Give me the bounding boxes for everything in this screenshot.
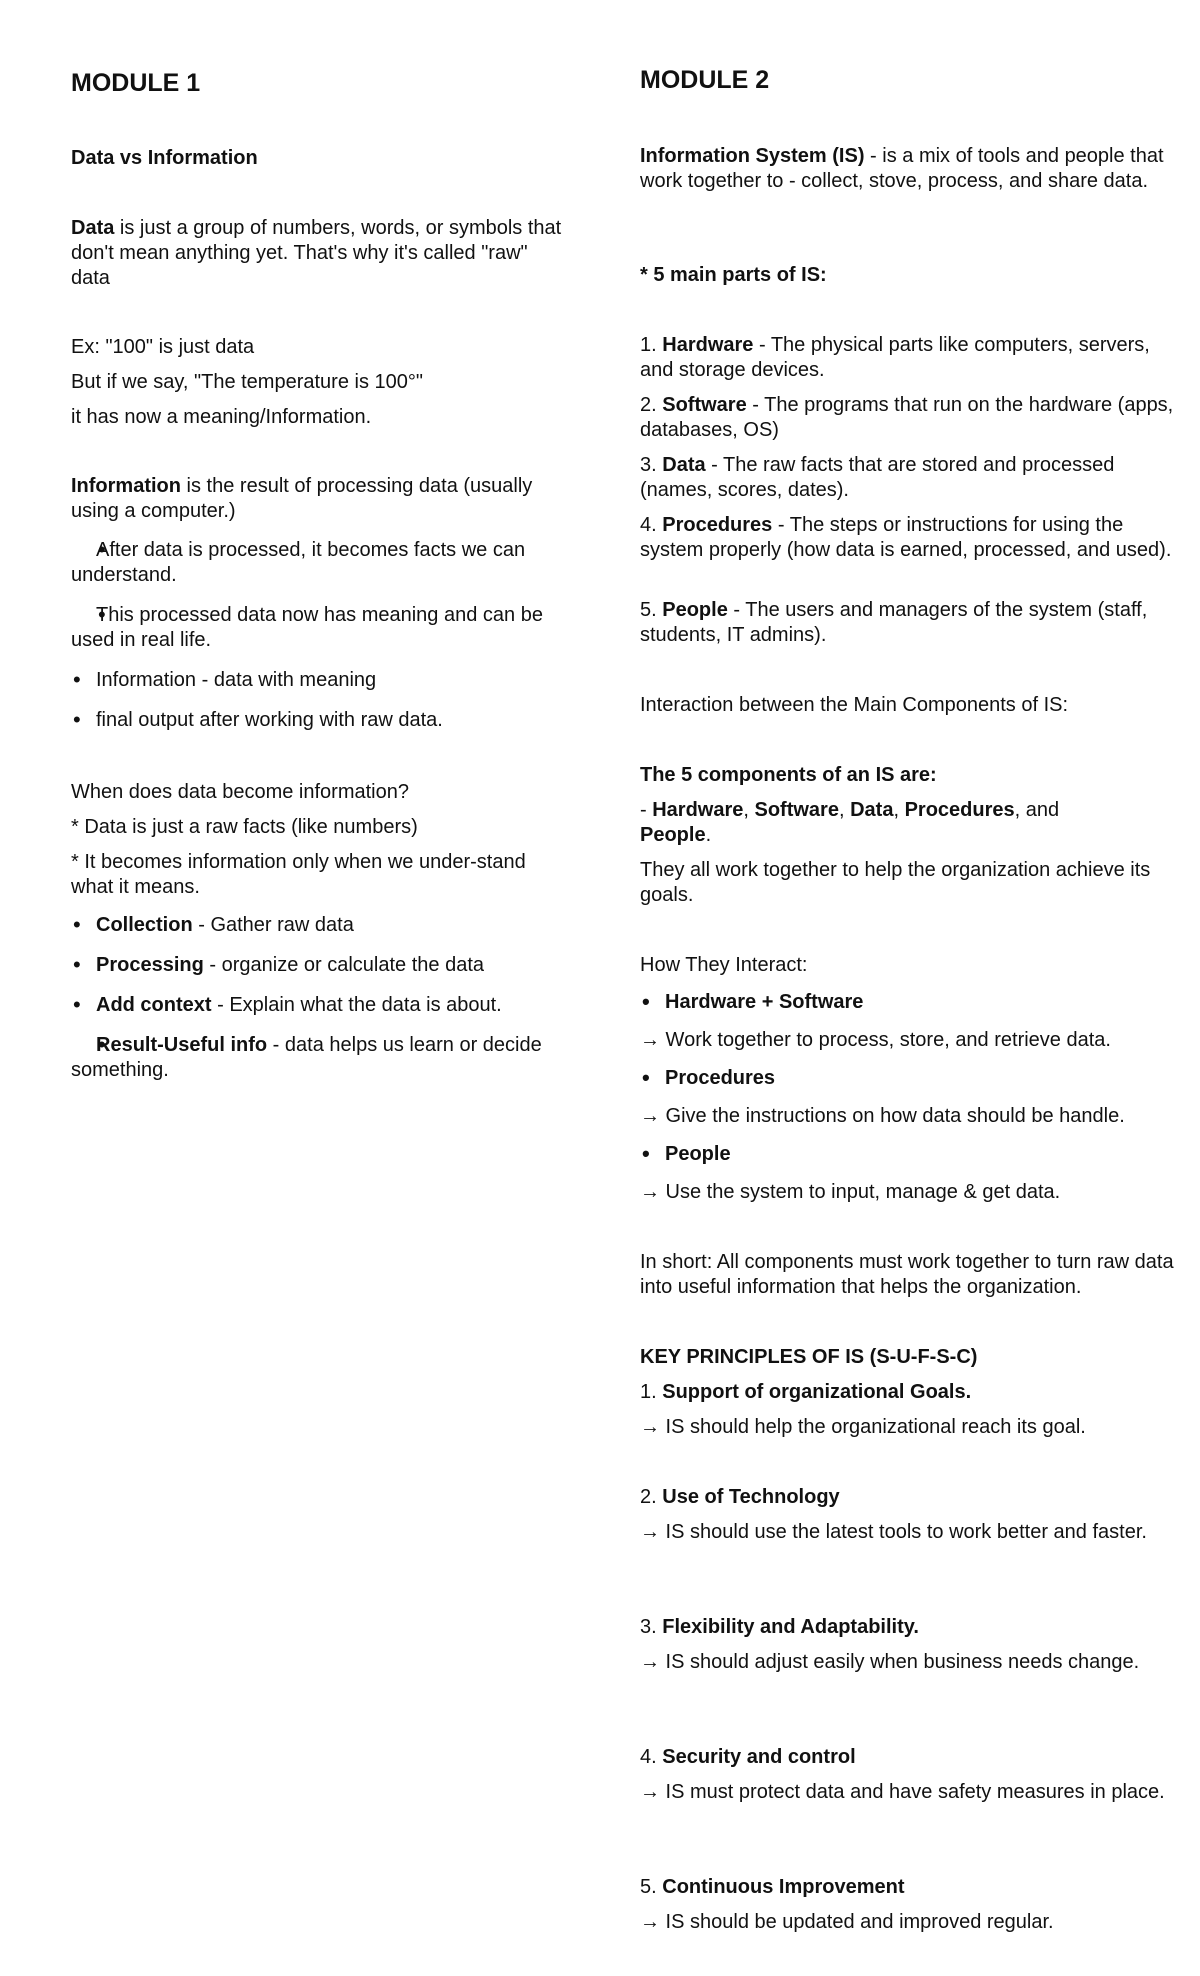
principle-desc: → IS should help the organizational reach its goal.	[640, 1416, 1086, 1438]
step-desc: - organize or calculate the data	[203, 954, 484, 976]
information-system-definition	[640, 144, 1180, 194]
principle-number: 5.	[640, 1876, 663, 1898]
principle-title	[640, 1485, 1180, 1510]
interaction-desc: → Give the instructions on how data should be handle.	[640, 1105, 1125, 1127]
module-2-title: MODULE 2	[640, 66, 770, 94]
data-term: Data	[71, 217, 115, 239]
step-desc: - data helps us learn or decide something.	[71, 1034, 542, 1081]
information-system-term: Information System (IS)	[640, 145, 865, 167]
in-short-text: In short: All components must work together to turn raw data into useful information that helps the organization.	[640, 1251, 1174, 1298]
star-note-2: * It becomes information only when we under-stand what it means.	[71, 851, 526, 898]
principle-desc: → IS should be updated and improved regular.	[640, 1911, 1054, 1933]
components-comma: ,	[893, 799, 905, 821]
principle-term: Support of organizational Goals.	[662, 1381, 972, 1403]
interaction-desc: → Use the system to input, manage & get data.	[640, 1181, 1061, 1203]
example-line-1: Ex: "100" is just data	[71, 336, 255, 358]
part-number: 2.	[640, 394, 663, 416]
main-parts-heading: * 5 main parts of IS:	[640, 264, 827, 286]
part-desc: - The physical parts like computers, servers, and storage devices.	[640, 334, 1150, 381]
part-number: 3.	[640, 454, 663, 476]
components-dash: -	[640, 799, 653, 821]
part-desc: - The users and managers of the system (staff, students, IT admins).	[640, 599, 1148, 646]
part-desc: - The steps or instructions for using the system properly (how data is earned, processed, and used).	[640, 514, 1172, 561]
principle-title	[640, 1745, 1180, 1770]
component-data: Data	[850, 799, 894, 821]
principle-desc: → IS should use the latest tools to work better and faster.	[640, 1521, 1147, 1543]
principle-number: 4.	[640, 1746, 663, 1768]
interaction-heading: Interaction between the Main Components of IS:	[640, 694, 1069, 716]
data-definition-text: is just a group of numbers, words, or symbols that don't mean anything yet. That's why it's called "raw" data	[71, 217, 562, 289]
information-bullet: • final output after working with raw data.	[71, 708, 571, 733]
information-bullet: • This processed data now has meaning and can be used in real life.	[71, 603, 571, 653]
component-hardware: Hardware	[652, 799, 744, 821]
part-number: 4.	[640, 514, 663, 536]
data-definition	[71, 216, 571, 291]
components-list	[640, 798, 1180, 848]
principle-number: 3.	[640, 1616, 663, 1638]
step-desc: - Explain what the data is about.	[211, 994, 502, 1016]
principle-term: Use of Technology	[662, 1486, 840, 1508]
part-desc: - The programs that run on the hardware (apps, databases, OS)	[640, 394, 1174, 441]
part-number: 1.	[640, 334, 663, 356]
components-comma: ,	[743, 799, 755, 821]
component-people: People	[640, 824, 706, 846]
work-together-text: They all work together to help the organization achieve its goals.	[640, 859, 1151, 906]
principle-title	[640, 1875, 1180, 1900]
module-1-title: MODULE 1	[71, 69, 201, 97]
step-desc: - Gather raw data	[192, 914, 354, 936]
principle-title	[640, 1380, 1180, 1405]
part-term: Procedures	[662, 514, 773, 536]
part-number: 5.	[640, 599, 663, 621]
information-definition-text: is the result of processing data (usually using a computer.)	[71, 475, 533, 522]
information-system-definition-text: - is a mix of tools and people that work together to - collect, stove, process, and share data.	[640, 145, 1164, 192]
component-procedures: Procedures	[904, 799, 1015, 821]
information-bullet: • After data is processed, it becomes facts we can understand.	[71, 538, 571, 588]
is-part-item	[640, 513, 1180, 563]
principle-title	[640, 1615, 1180, 1640]
step-term: Add context	[96, 994, 212, 1016]
part-desc: - The raw facts that are stored and processed (names, scores, dates).	[640, 454, 1115, 501]
part-term: Data	[662, 454, 706, 476]
components-heading: The 5 components of an IS are:	[640, 764, 937, 786]
star-note-1: * Data is just a raw facts (like numbers)	[71, 816, 418, 838]
information-bullet: • Information - data with meaning	[71, 668, 571, 693]
process-step	[71, 913, 571, 938]
when-question: When does data become information?	[71, 781, 409, 803]
principle-term: Continuous Improvement	[662, 1876, 905, 1898]
step-term: Processing	[96, 954, 204, 976]
process-step	[71, 993, 571, 1018]
interaction-term: • Procedures	[640, 1066, 1180, 1091]
interaction-term: • Hardware + Software	[640, 990, 1180, 1015]
is-part-item	[640, 393, 1180, 443]
interaction-desc: → Work together to process, store, and retrieve data.	[640, 1029, 1111, 1051]
principle-number: 2.	[640, 1486, 663, 1508]
key-principles-heading: KEY PRINCIPLES OF IS (S-U-F-S-C)	[640, 1346, 978, 1368]
example-line-3: it has now a meaning/Information.	[71, 406, 372, 428]
components-period: .	[705, 824, 712, 846]
principle-term: Security and control	[662, 1746, 856, 1768]
principle-desc: → IS must protect data and have safety measures in place.	[640, 1781, 1165, 1803]
is-part-item	[640, 333, 1180, 383]
principle-term: Flexibility and Adaptability.	[662, 1616, 919, 1638]
interaction-term: • People	[640, 1142, 1180, 1167]
step-term: Collection	[96, 914, 193, 936]
principle-number: 1.	[640, 1381, 663, 1403]
how-they-interact-heading: How They Interact:	[640, 954, 808, 976]
part-term: Hardware	[662, 334, 754, 356]
part-term: People	[662, 599, 728, 621]
is-part-item	[640, 453, 1180, 503]
component-software: Software	[754, 799, 839, 821]
example-line-2: But if we say, "The temperature is 100°"	[71, 371, 423, 393]
information-definition	[71, 474, 571, 524]
principle-desc: → IS should adjust easily when business needs change.	[640, 1651, 1140, 1673]
data-vs-information-heading: Data vs Information	[71, 147, 258, 169]
process-step	[71, 1033, 571, 1083]
process-step	[71, 953, 571, 978]
step-term: Result-Useful info	[96, 1034, 268, 1056]
components-comma: ,	[838, 799, 851, 821]
is-part-item	[640, 598, 1180, 648]
information-term: Information	[71, 475, 181, 497]
components-and: , and	[1014, 799, 1060, 821]
part-term: Software	[662, 394, 747, 416]
